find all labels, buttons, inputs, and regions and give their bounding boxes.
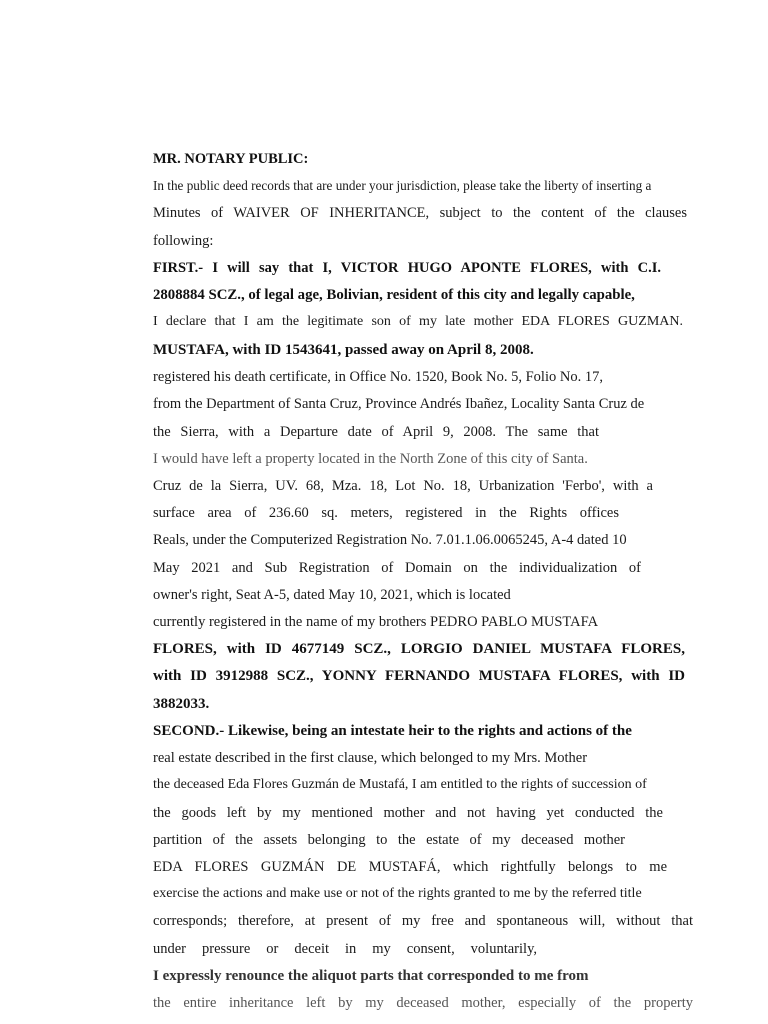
body-line-23: the deceased Eda Flores Guzmán de Mustafá, I am entitled to the rights of succession of: [153, 777, 647, 792]
document-heading: MR. NOTARY PUBLIC:: [153, 151, 309, 167]
body-line-11: I would have left a property located in the North Zone of this city of Santa.: [153, 451, 588, 467]
body-line-19: with ID 3912988 SCZ., YONNY FERNANDO MUSTAFA FLORES, with ID: [153, 668, 685, 684]
body-line-20: 3882033.: [153, 696, 210, 712]
body-line-17: currently registered in the name of my brothers PEDRO PABLO MUSTAFA: [153, 614, 599, 630]
body-line-29: under pressure or deceit in my consent, voluntarily,: [153, 941, 537, 957]
body-line-2: Minutes of WAIVER OF INHERITANCE, subject to the content of the clauses: [153, 205, 687, 221]
body-line-18: FLORES, with ID 4677149 SCZ., LORGIO DANIEL MUSTAFA FLORES,: [153, 641, 685, 657]
body-line-30: I expressly renounce the aliquot parts that corresponded to me from: [153, 968, 589, 984]
body-line-10: the Sierra, with a Departure date of April 9, 2008. The same that: [153, 424, 599, 440]
body-line-28: corresponds; therefore, at present of my free and spontaneous will, without that: [153, 913, 693, 929]
body-line-8: registered his death certificate, in Office No. 1520, Book No. 5, Folio No. 17,: [153, 369, 603, 385]
body-line-24: the goods left by my mentioned mother and not having yet conducted the: [153, 805, 663, 821]
body-line-7: MUSTAFA, with ID 1543641, passed away on April 8, 2008.: [153, 342, 534, 358]
body-line-27: exercise the actions and make use or not of the rights granted to me by the referred title: [153, 886, 642, 901]
body-line-16: owner's right, Seat A-5, dated May 10, 2021, which is located: [153, 587, 511, 603]
body-line-9: from the Department of Santa Cruz, Province Andrés Ibañez, Locality Santa Cruz de: [153, 396, 645, 412]
body-line-5: 2808884 SCZ., of legal age, Bolivian, resident of this city and legally capable,: [153, 287, 635, 303]
body-line-6: I declare that I am the legitimate son of my late mother EDA FLORES GUZMAN.: [153, 314, 683, 329]
body-line-1: In the public deed records that are under your jurisdiction, please take the liberty of inserting a: [153, 178, 652, 193]
body-line-31: the entire inheritance left by my deceased mother, especially of the property: [153, 995, 693, 1011]
body-line-4: FIRST.- I will say that I, VICTOR HUGO APONTE FLORES, with C.I.: [153, 260, 661, 276]
body-line-13: surface area of 236.60 sq. meters, registered in the Rights offices: [153, 505, 619, 521]
body-line-26: EDA FLORES GUZMÁN DE MUSTAFÁ, which rightfully belongs to me: [153, 859, 667, 875]
body-line-22: real estate described in the first clause, which belonged to my Mrs. Mother: [153, 750, 588, 766]
body-line-12: Cruz de la Sierra, UV. 68, Mza. 18, Lot No. 18, Urbanization 'Ferbo', with a: [153, 478, 653, 494]
body-line-25: partition of the assets belonging to the estate of my deceased mother: [153, 832, 625, 848]
body-line-21: SECOND.- Likewise, being an intestate heir to the rights and actions of the: [153, 723, 632, 739]
body-line-14: Reals, under the Computerized Registration No. 7.01.1.06.0065245, A-4 dated 10: [153, 532, 627, 548]
body-line-15: May 2021 and Sub Registration of Domain on the individualization of: [153, 560, 641, 576]
body-line-3: following:: [153, 233, 214, 249]
